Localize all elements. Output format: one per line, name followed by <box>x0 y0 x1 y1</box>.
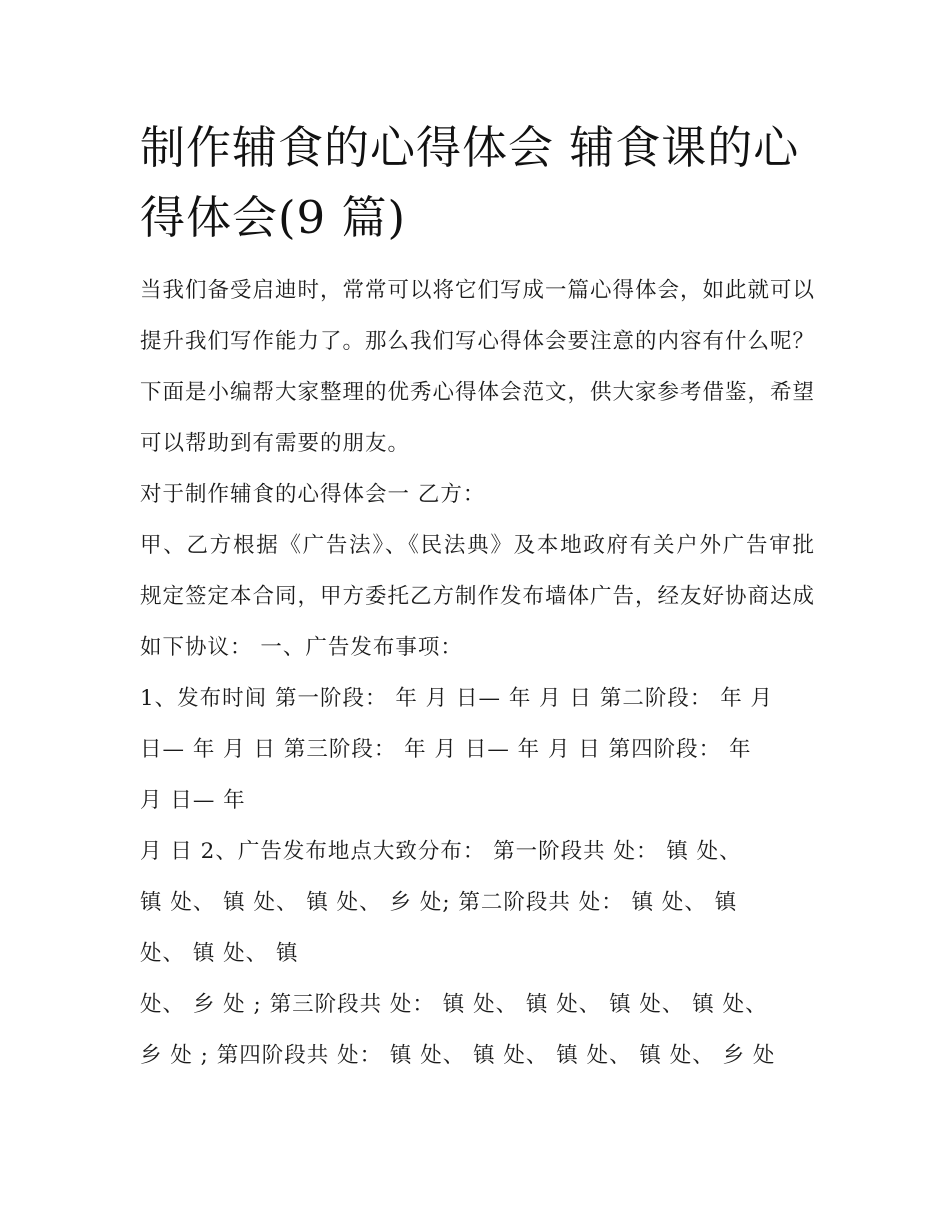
text-line: 乡 处 ; 第四阶段共 处： 镇 处、 镇 处、 镇 处、 镇 处、 乡 处 <box>140 1043 776 1068</box>
text-line: 月 日 2、广告发布地点大致分布： 第一阶段共 处： 镇 处、 <box>140 839 742 864</box>
section-heading: 对于制作辅食的心得体会一 乙方： <box>140 482 486 507</box>
publish-location-block-continued <box>140 979 815 1081</box>
text-line: 日— 年 月 日 第三阶段： 年 月 日— 年 月 日 第四阶段： 年 <box>140 737 752 762</box>
text-line: 月 日— 年 <box>140 788 246 813</box>
agreement-paragraph: 甲、乙方根据《广告法》、《民法典》及本地政府有关户外广告审批规定签定本合同，甲方委托乙方制作发布墙体广告，经友好协商达成如下协议： 一、广告发布事项： <box>140 533 816 660</box>
document-title: 制作辅食的心得体会 辅食课的心得体会(9 篇) <box>140 121 800 244</box>
text-line: 镇 处、 镇 处、 镇 处、 乡 处; 第二阶段共 处： 镇 处、 镇 <box>140 890 738 915</box>
document-body <box>140 113 815 1081</box>
publish-time-block <box>140 673 815 826</box>
text-line: 1、发布时间 第一阶段： 年 月 日— 年 月 日 第二阶段： 年 月 <box>140 686 774 711</box>
intro-paragraph: 当我们备受启迪时，常常可以将它们写成一篇心得体会，如此就可以提升我们写作能力了。那么我们写心得体会要注意的内容有什么呢？下面是小编帮大家整理的优秀心得体会范文，供大家参考借鉴，希望可以帮助到有需要的朋友。 <box>140 278 816 456</box>
publish-location-block <box>140 826 815 979</box>
text-line: 处、 乡 处 ; 第三阶段共 处： 镇 处、 镇 处、 镇 处、 镇 处、 <box>140 992 768 1017</box>
text-line: 处、 镇 处、 镇 <box>140 941 299 966</box>
